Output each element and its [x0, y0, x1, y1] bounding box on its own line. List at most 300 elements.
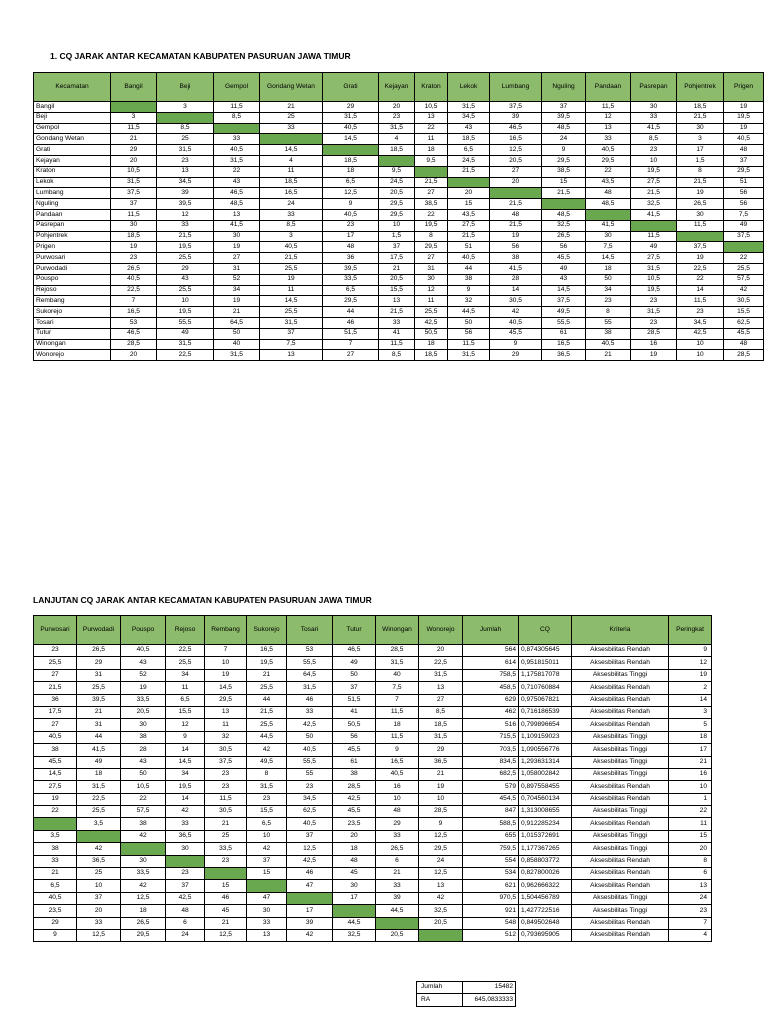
table-cell: 45	[205, 905, 247, 917]
table-row	[34, 123, 764, 134]
table-cell: 21,5	[448, 231, 490, 242]
table-cell: 21,5	[247, 706, 287, 718]
table-cell: 19,5	[724, 112, 764, 123]
table-cell	[121, 843, 166, 855]
table-cell: 20,5	[376, 929, 419, 941]
table-cell: 37	[333, 682, 376, 694]
table-cell: 0,858803772	[519, 855, 572, 867]
table-row	[34, 155, 764, 166]
table-cell: Tutur	[34, 328, 111, 339]
table-cell: 0,799896654	[519, 719, 572, 731]
table-cell: 23	[586, 296, 631, 307]
table-cell: 20	[333, 830, 376, 842]
table-cell: 19	[214, 242, 260, 253]
distance-table-1	[33, 72, 764, 361]
table-cell	[677, 231, 724, 242]
table-cell: Aksesbilitas Rendah	[572, 706, 669, 718]
column-header: Kejayan	[379, 73, 415, 102]
table-cell	[724, 242, 764, 253]
table-cell	[376, 917, 419, 929]
table-cell: 43	[448, 123, 490, 134]
table-cell: 12	[157, 209, 214, 220]
column-header: Pouspo	[121, 616, 166, 645]
table-cell: Pouspo	[34, 274, 111, 285]
table-cell: 40,5	[448, 253, 490, 264]
table-cell: 47	[247, 892, 287, 904]
table-cell	[419, 929, 463, 941]
table-cell: 7,5	[586, 242, 631, 253]
table-cell: 23	[247, 793, 287, 805]
table-cell: 21	[205, 917, 247, 929]
table-cell: 682,5	[463, 768, 519, 780]
table-cell: 11,5	[631, 231, 677, 242]
table-cell: 31,5	[157, 145, 214, 156]
table-cell: Pandaan	[34, 209, 111, 220]
table-row	[34, 657, 712, 669]
table-cell: 534	[463, 868, 519, 880]
table-cell: 25,5	[166, 657, 205, 669]
table-row	[34, 806, 712, 818]
table-cell: 29,5	[724, 166, 764, 177]
table-cell: 8,5	[379, 350, 415, 361]
table-cell: 579	[463, 781, 519, 793]
table-cell: 29	[157, 263, 214, 274]
table-cell: 31,5	[111, 177, 157, 188]
table-cell: 1	[669, 793, 712, 805]
table-cell: 64,5	[214, 317, 260, 328]
table-cell: 56	[448, 328, 490, 339]
table-cell: 19	[34, 793, 77, 805]
table-cell: 48	[490, 209, 542, 220]
table-cell: 26,5	[77, 645, 121, 657]
table-cell: 50	[448, 317, 490, 328]
table-cell: 9	[166, 731, 205, 743]
table-cell: 29	[490, 350, 542, 361]
table-cell: 53	[111, 317, 157, 328]
table-cell	[260, 134, 323, 145]
table-cell: 9	[376, 744, 419, 756]
jumlah-row	[417, 982, 516, 994]
table-cell: 11	[166, 682, 205, 694]
table-cell: 29,5	[419, 843, 463, 855]
table-cell: 38	[34, 843, 77, 855]
table-cell: 17,5	[379, 253, 415, 264]
table-cell: 31,5	[260, 317, 323, 328]
table-cell: 18,5	[111, 231, 157, 242]
table-cell: 27,5	[34, 781, 77, 793]
table-cell: 0,849502648	[519, 917, 572, 929]
table-cell: 25,5	[260, 263, 323, 274]
table-cell: 25,5	[77, 682, 121, 694]
table-cell: 23,5	[333, 818, 376, 830]
table-cell: Grati	[34, 145, 111, 156]
table-cell: 37	[77, 892, 121, 904]
table-cell: 45,5	[490, 328, 542, 339]
table-cell: Aksesbilitas Tinggi	[572, 731, 669, 743]
table-cell: Aksesbilitas Rendah	[572, 657, 669, 669]
table-cell: 20,5	[419, 917, 463, 929]
table-cell: 10,5	[631, 274, 677, 285]
table-cell: 40,5	[323, 123, 379, 134]
table-cell: 57,5	[121, 806, 166, 818]
table-cell: 25	[77, 868, 121, 880]
table-cell: 37,5	[542, 296, 586, 307]
table-cell: 14	[166, 793, 205, 805]
table-cell: 11,5	[448, 339, 490, 350]
table-cell	[415, 166, 448, 177]
table-cell: 18,5	[260, 177, 323, 188]
table-cell: 46,5	[111, 328, 157, 339]
table-cell: 921	[463, 905, 519, 917]
table-cell: 9	[490, 339, 542, 350]
table-cell: 62,5	[724, 317, 764, 328]
table-cell: 23	[379, 112, 415, 123]
table-cell: 29,5	[586, 155, 631, 166]
table-cell: 31,5	[631, 307, 677, 318]
table-cell: 31,5	[419, 731, 463, 743]
table-cell: 44,5	[448, 307, 490, 318]
table-cell: Nguling	[34, 199, 111, 210]
table-cell: 13	[260, 350, 323, 361]
table-cell: 43	[121, 657, 166, 669]
table-cell: 33	[260, 209, 323, 220]
table-cell: Winongan	[34, 339, 111, 350]
table-cell: 15	[247, 868, 287, 880]
table-cell: 16	[376, 781, 419, 793]
table-cell: 7	[376, 694, 419, 706]
table-cell: Purwodadi	[34, 263, 111, 274]
table-cell: 37,5	[677, 242, 724, 253]
table-cell: 458,5	[463, 682, 519, 694]
table-cell: 15	[669, 830, 712, 842]
table-row	[34, 350, 764, 361]
column-header: Beji	[157, 73, 214, 102]
table-cell: 40,5	[724, 134, 764, 145]
table-cell: 19	[260, 274, 323, 285]
table-cell: 41,5	[490, 263, 542, 274]
table-cell: 27	[490, 166, 542, 177]
table-cell: 15	[448, 199, 490, 210]
table-cell: Lumbang	[34, 188, 111, 199]
table-cell: 29	[34, 917, 77, 929]
table-cell: 18	[669, 731, 712, 743]
table-cell: 56	[724, 199, 764, 210]
table-row	[34, 719, 712, 731]
table-cell: 18	[323, 166, 379, 177]
table-cell: 39	[490, 112, 542, 123]
table-cell: 22	[677, 274, 724, 285]
table-cell: Aksesbilitas Tinggi	[572, 669, 669, 681]
table-cell: 55	[586, 317, 631, 328]
table-cell: 37	[542, 102, 586, 113]
table-cell: 18	[415, 145, 448, 156]
table-cell: 42,5	[415, 317, 448, 328]
table-row	[34, 645, 712, 657]
table-cell: Aksesbilitas Rendah	[572, 781, 669, 793]
table-cell: 46	[323, 317, 379, 328]
table-cell: 14,5	[542, 285, 586, 296]
table-cell: 13	[419, 682, 463, 694]
table-cell: Aksesbilitas Rendah	[572, 917, 669, 929]
table-cell: 21,5	[490, 220, 542, 231]
table-cell: 32,5	[631, 199, 677, 210]
table-cell: 44	[77, 731, 121, 743]
table-cell: 11	[260, 285, 323, 296]
table-cell: Wonorejo	[34, 350, 111, 361]
table-cell: 6,5	[323, 177, 379, 188]
table-cell: 40	[214, 339, 260, 350]
table-cell: 51	[724, 177, 764, 188]
table-cell: 40,5	[287, 744, 333, 756]
table-cell: 42	[419, 892, 463, 904]
table-cell: 26,5	[376, 843, 419, 855]
table-cell: 11,5	[214, 102, 260, 113]
table-cell: 48	[333, 855, 376, 867]
table-cell: 48	[166, 905, 205, 917]
table-cell: 40,5	[376, 768, 419, 780]
table-cell: 44	[247, 694, 287, 706]
table-cell: 9	[419, 818, 463, 830]
table-cell: 44,5	[247, 731, 287, 743]
table-cell: Prigen	[34, 242, 111, 253]
table-cell: 14,5	[586, 253, 631, 264]
table-cell: 19	[214, 296, 260, 307]
table-cell: 30	[111, 220, 157, 231]
table-cell: 462	[463, 706, 519, 718]
table-row	[34, 339, 764, 350]
table-cell: 6,5	[448, 145, 490, 156]
table-cell: 22	[669, 806, 712, 818]
table-cell: 42	[121, 830, 166, 842]
column-header: Gempol	[214, 73, 260, 102]
table-cell: 8,5	[419, 706, 463, 718]
table-cell: 31,5	[247, 781, 287, 793]
table-cell: 30	[415, 274, 448, 285]
table-cell: 24	[260, 199, 323, 210]
table-cell: 48	[323, 242, 379, 253]
table-cell: Aksesbilitas Tinggi	[572, 756, 669, 768]
table-cell: 29	[419, 744, 463, 756]
table-cell: 49	[631, 242, 677, 253]
table-cell: 20,5	[490, 155, 542, 166]
table-cell: 28	[121, 744, 166, 756]
table-cell: 16,5	[247, 645, 287, 657]
table-row	[34, 781, 712, 793]
table-cell: 46	[205, 892, 247, 904]
table-cell: 0,827800026	[519, 868, 572, 880]
table-row	[34, 706, 712, 718]
table-row	[34, 134, 764, 145]
table-cell: 17	[287, 905, 333, 917]
table-cell: 10	[631, 155, 677, 166]
table-cell: 25,5	[247, 682, 287, 694]
table-cell: 21	[205, 818, 247, 830]
table-cell: Purwosari	[34, 253, 111, 264]
table-cell: 25,5	[157, 285, 214, 296]
table-cell: 0,951815011	[519, 657, 572, 669]
table-row	[34, 199, 764, 210]
table-cell: 50	[287, 731, 333, 743]
table-cell: 4	[669, 929, 712, 941]
table-cell: 49	[724, 220, 764, 231]
table-cell: 31,5	[214, 155, 260, 166]
table-cell: 27	[415, 188, 448, 199]
table-cell: 12	[415, 285, 448, 296]
table-cell: 21	[376, 868, 419, 880]
table-cell: 24	[542, 134, 586, 145]
table-cell: 19	[205, 669, 247, 681]
table-cell: 44	[448, 263, 490, 274]
table-cell	[333, 905, 376, 917]
table-cell: 34,5	[448, 112, 490, 123]
table-cell: 11,5	[111, 209, 157, 220]
table-cell: 21	[379, 263, 415, 274]
table-cell: 39,5	[323, 263, 379, 274]
table-cell: 43,5	[586, 177, 631, 188]
table-cell: 18,5	[323, 155, 379, 166]
table-row	[34, 868, 712, 880]
table-cell: Aksesbilitas Rendah	[572, 868, 669, 880]
table-cell: 45	[333, 868, 376, 880]
table-cell: 21,5	[677, 177, 724, 188]
table-cell: 10	[205, 657, 247, 669]
table-cell: 11,5	[376, 706, 419, 718]
table-cell: 43	[542, 274, 586, 285]
table-cell: 9	[448, 285, 490, 296]
table-cell: 25,5	[260, 307, 323, 318]
table-cell: 42	[490, 307, 542, 318]
table-cell: 40,5	[34, 892, 77, 904]
table-cell: 11	[260, 166, 323, 177]
column-header: Kriteria	[572, 616, 669, 645]
table-cell: 12,5	[77, 929, 121, 941]
table-cell: 33	[287, 706, 333, 718]
table-cell: Rejoso	[34, 285, 111, 296]
table-cell: 19	[669, 669, 712, 681]
table-cell: 11	[669, 818, 712, 830]
table-cell: 16,5	[490, 134, 542, 145]
table-cell: 23	[205, 781, 247, 793]
table-cell: 4	[260, 155, 323, 166]
column-header: Purwosari	[34, 616, 77, 645]
table-cell	[247, 880, 287, 892]
table-row	[34, 880, 712, 892]
ra-value: 645,0833333	[463, 994, 516, 1006]
table-cell: 42,5	[287, 855, 333, 867]
table-cell: 23	[323, 220, 379, 231]
table-cell: 21	[77, 706, 121, 718]
table-cell: 22	[415, 209, 448, 220]
distance-table-2	[33, 615, 712, 942]
table-cell: 30	[121, 719, 166, 731]
table-cell: 0,704560134	[519, 793, 572, 805]
table-cell: 64,5	[287, 669, 333, 681]
table-cell: 24	[166, 929, 205, 941]
table-cell: 19	[111, 242, 157, 253]
table-cell: 1,109159023	[519, 731, 572, 743]
table-cell: 25,5	[724, 263, 764, 274]
table-cell: 31,5	[419, 669, 463, 681]
table-cell: 6,5	[247, 818, 287, 830]
table-cell: 44,5	[333, 917, 376, 929]
table-cell: 40,5	[121, 645, 166, 657]
table-cell: 25,5	[77, 806, 121, 818]
table-cell: Aksesbilitas Tinggi	[572, 905, 669, 917]
table-row	[34, 328, 764, 339]
table-row	[34, 231, 764, 242]
table-row	[34, 102, 764, 113]
table-cell: 28,5	[111, 339, 157, 350]
table-row	[34, 830, 712, 842]
table-cell: 18	[376, 719, 419, 731]
table-cell: 0,716186539	[519, 706, 572, 718]
table-cell: 19	[724, 102, 764, 113]
table-cell: 20	[669, 843, 712, 855]
table-row	[34, 744, 712, 756]
column-header: Winongan	[376, 616, 419, 645]
table-cell: Sukorejo	[34, 307, 111, 318]
table-cell: 26,5	[677, 199, 724, 210]
table-cell: 8	[247, 768, 287, 780]
table-cell: 26,5	[542, 231, 586, 242]
column-header: Bangil	[111, 73, 157, 102]
table-cell: 32	[448, 296, 490, 307]
table-cell: Aksesbilitas Rendah	[572, 645, 669, 657]
table-cell: 16,5	[376, 756, 419, 768]
table-cell: 20	[111, 350, 157, 361]
table-cell: 37	[724, 155, 764, 166]
table-cell: 34,5	[157, 177, 214, 188]
table-cell: 12,5	[419, 830, 463, 842]
table-cell: 40,5	[111, 274, 157, 285]
table-cell: 39,5	[542, 112, 586, 123]
table-cell: 18	[415, 339, 448, 350]
table-cell: 32,5	[333, 929, 376, 941]
table-cell: 43	[121, 756, 166, 768]
table-cell: 21	[669, 756, 712, 768]
table-row	[34, 793, 712, 805]
table-cell: 33,5	[323, 274, 379, 285]
table-cell: 50	[586, 274, 631, 285]
table-cell: 8	[586, 307, 631, 318]
table-cell: 23	[287, 781, 333, 793]
table-row	[34, 177, 764, 188]
table-cell: 12,5	[121, 892, 166, 904]
table-cell	[214, 123, 260, 134]
table-cell: 49	[542, 263, 586, 274]
table-cell: 24	[669, 892, 712, 904]
table-cell: 30,5	[724, 296, 764, 307]
table-cell: 48	[724, 145, 764, 156]
table-cell: 19	[724, 123, 764, 134]
table-cell: 39	[376, 892, 419, 904]
table-cell: 21,5	[260, 253, 323, 264]
table-cell: 655	[463, 830, 519, 842]
table-cell: 37	[247, 855, 287, 867]
table-row	[34, 929, 712, 941]
column-header: Peringkat	[669, 616, 712, 645]
table-cell: 21,5	[157, 231, 214, 242]
table-cell: 512	[463, 929, 519, 941]
table-cell: 31,5	[376, 657, 419, 669]
table-cell: 42,5	[166, 892, 205, 904]
table-cell: 33	[631, 112, 677, 123]
table-cell: 7,5	[260, 339, 323, 350]
table-cell: 40,5	[586, 339, 631, 350]
table-cell: 29	[323, 102, 379, 113]
table-cell: 13	[669, 880, 712, 892]
table-cell: 21,5	[415, 177, 448, 188]
